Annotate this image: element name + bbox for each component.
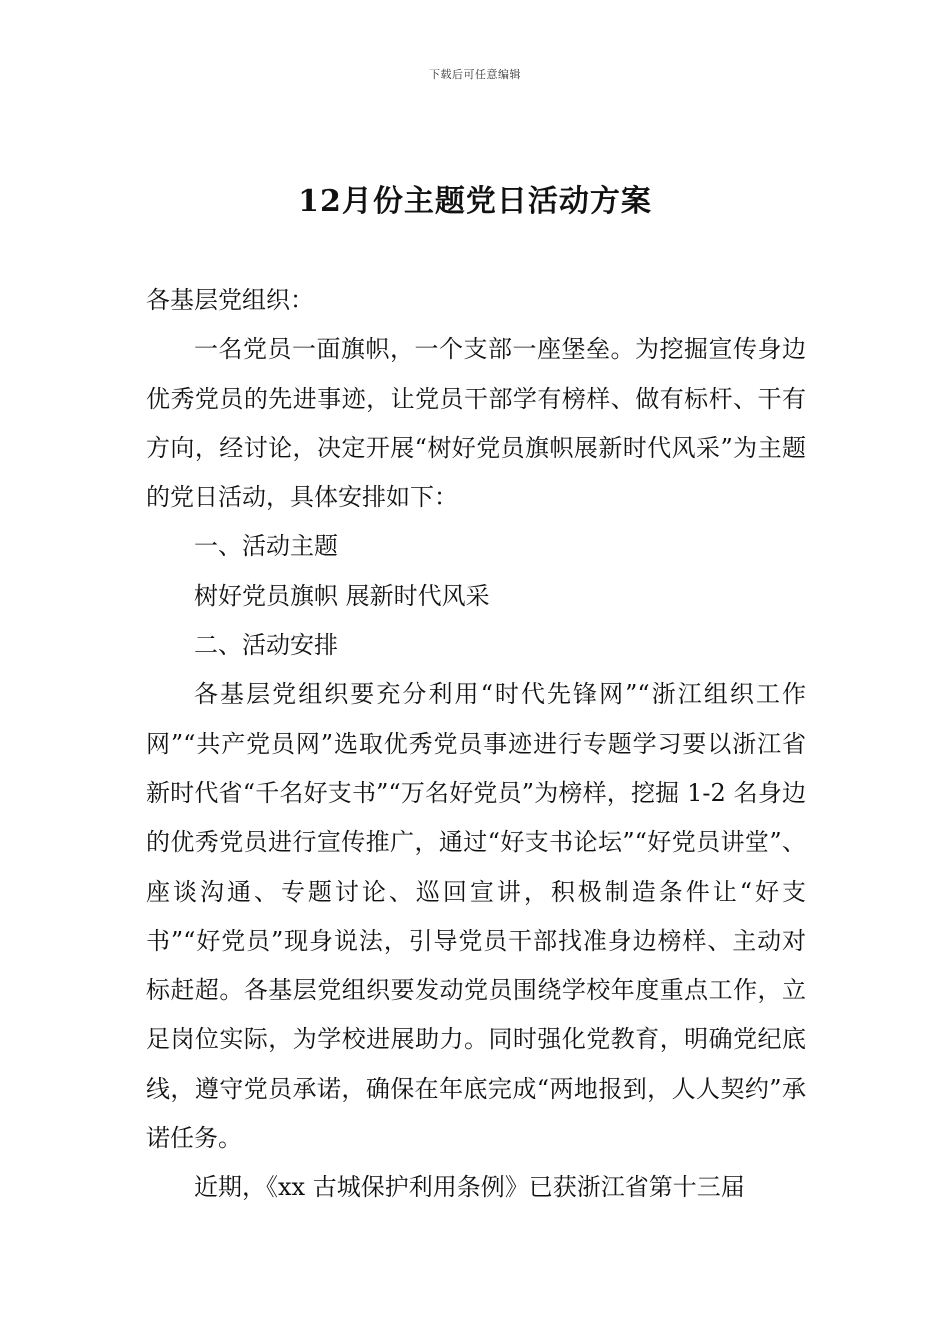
- theme-text: 树好党员旗帜 展新时代风采: [194, 581, 490, 610]
- paragraph-intro: 一名党员一面旗帜，一个支部一座堡垒。为挖掘宣传身边优秀党员的先进事迹，让党员干部学有榜样、做有标杆、干有方向，经讨论，决定开展“树好党员旗帜展新时代风采”为主题的党日活动，具体安排如下：: [146, 335, 806, 512]
- salutation: 各基层党组织：: [146, 286, 314, 314]
- paragraph-recent: 近期，《xx 古城保护利用条例》已获浙江省第十三届: [194, 1173, 745, 1202]
- document-body: [146, 276, 806, 1213]
- paragraph-arrangement: 各基层党组织要充分利用“时代先锋网”“浙江组织工作网”“共产党员网”选取优秀党员事迹进行专题学习要以浙江省新时代省“千名好支书”“万名好党员”为榜样，挖掘 1-2 名身边的优秀党员进行宣传推广，通过“好支书论坛”“好党员讲堂”、座谈沟通、专题讨论、巡回宣讲，积极制造条件让“好支书”“好党员”现身说法，引导党员干部找准身边榜样、主动对标赶超。各基层党组织要发动党员围绕学校年度重点工作，立足岗位实际，为学校进展助力。同时强化党教育，明确党纪底线，遵守党员承诺，确保在年底完成“两地报到，人人契约”承诺任务。: [146, 680, 806, 1153]
- document-title: 12月份主题党日活动方案: [298, 184, 652, 219]
- header-note: 下载后可任意编辑: [429, 68, 521, 81]
- section-heading-theme: 一、活动主题: [194, 532, 338, 561]
- section-heading-arrangement: 二、活动安排: [194, 631, 338, 660]
